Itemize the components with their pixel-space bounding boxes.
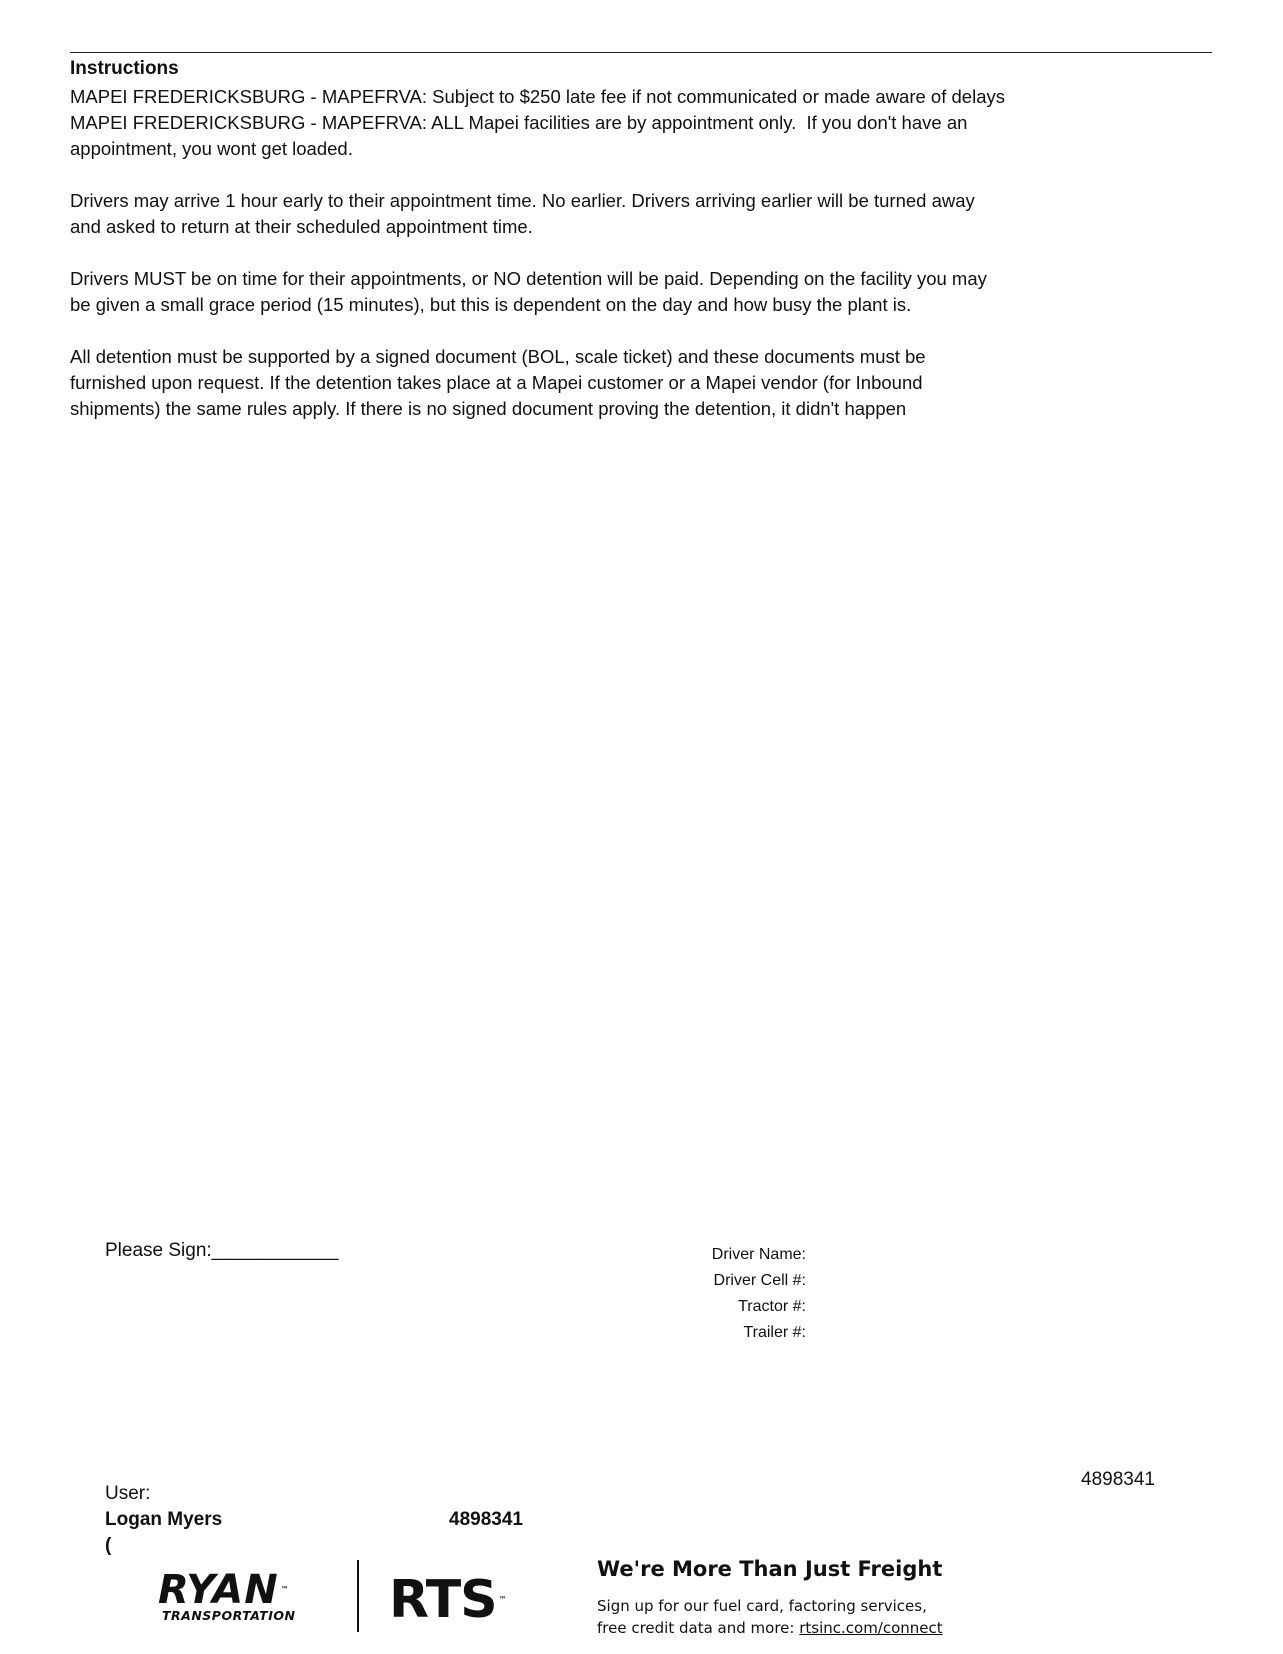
load-number: 4898341: [1081, 1469, 1155, 1490]
driver-cell-label: Driver Cell #:: [713, 1272, 806, 1289]
user-load-number: 4898341: [449, 1509, 523, 1530]
header-rule: [70, 52, 1212, 53]
instruction-paragraph: Drivers may arrive 1 hour early to their appointment time. No earlier. Drivers arriving earlier will be turned away and asked to return at their scheduled appointment time.: [70, 190, 975, 237]
instruction-paragraph: All detention must be supported by a signed document (BOL, scale ticket) and these documents must be furnished upon request. If the detention takes place at a Mapei customer or a Mapei vendor (for Inbound shipments) the same rules apply. If there is no signed document proving the detention, it didn't happen: [70, 346, 926, 419]
logo-divider: [357, 1560, 359, 1632]
ryan-wordmark: [158, 1567, 295, 1613]
rts-logo-text: RTS: [389, 1570, 497, 1630]
promo-line-2: [597, 1619, 943, 1637]
ryan-subtitle: TRANSPORTATION: [162, 1608, 296, 1623]
trademark-mark: ™: [280, 1585, 290, 1594]
driver-name-label: Driver Name:: [711, 1246, 806, 1263]
rts-logo: [389, 1570, 506, 1630]
instruction-line: MAPEI FREDERICKSBURG - MAPEFRVA: ALL Mapei facilities are by appointment only. If you don't have an: [70, 112, 968, 133]
tractor-label: Tractor #:: [738, 1298, 806, 1315]
trademark-mark: ™: [498, 1595, 506, 1604]
instruction-line: MAPEI FREDERICKSBURG - MAPEFRVA: Subject to $250 late fee if not communicated or made aware of delays: [70, 86, 1005, 107]
promo-line-2-text: free credit data and more:: [597, 1619, 800, 1637]
ryan-transportation-logo: [158, 1567, 296, 1623]
driver-fields: [712, 1242, 806, 1346]
signature-line: Please Sign:____________: [105, 1240, 339, 1261]
instructions-title: Instructions: [70, 58, 179, 79]
promo-line-1: Sign up for our fuel card, factoring services,: [597, 1597, 927, 1615]
trailer-label: Trailer #:: [743, 1324, 806, 1341]
user-name: Logan Myers: [105, 1509, 223, 1530]
ryan-logo-text: RYAN: [158, 1567, 279, 1613]
footer-tagline: We're More Than Just Freight: [597, 1557, 943, 1581]
instruction-line: appointment, you wont get loaded.: [70, 138, 353, 159]
instructions-body: [70, 84, 1230, 448]
rts-connect-link[interactable]: rtsinc.com/connect: [799, 1619, 943, 1637]
user-label: User:: [105, 1483, 151, 1504]
instruction-paragraph: Drivers MUST be on time for their appointments, or NO detention will be paid. Depending on the facility you may be given a small grace period (15 minutes), but this is dependent on the day and how busy the plant is.: [70, 268, 987, 315]
user-truncated-text: (: [105, 1535, 112, 1556]
